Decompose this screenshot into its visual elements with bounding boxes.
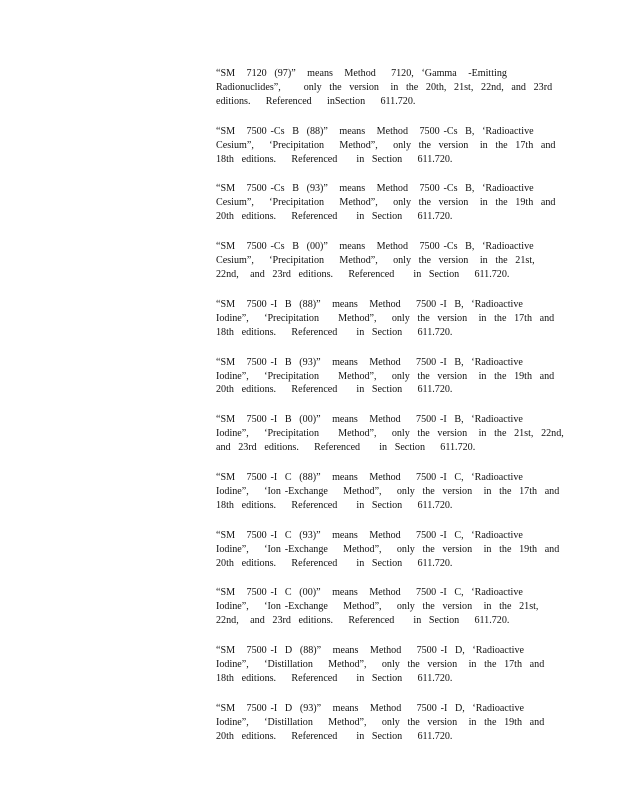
definition-line: Cesium”, ‘Precipitation Method”, only the version in the 21st,: [216, 255, 535, 267]
definition-line: 22nd, and 23rd editions. Referenced in Section 611.720.: [216, 615, 510, 627]
definition-line: Cesium”, ‘Precipitation Method”, only the version in the 19th and: [216, 197, 556, 209]
definition-sm-7120-97: [216, 67, 553, 109]
definition-line: Iodine”, ‘Precipitation Method”, only the version in the 21st, 22nd,: [216, 428, 564, 440]
definitions-list: [216, 67, 564, 760]
definition-line: Iodine”, ‘Precipitation Method”, only the version in the 17th and: [216, 312, 555, 324]
definition-sm-7500-i-c-93: [216, 529, 560, 571]
definition-sm-7500-i-b-88: [216, 298, 555, 340]
definition-line: Iodine”, ‘Ion -Exchange Method”, only the version in the 17th and: [216, 485, 560, 497]
definition-line: Iodine”, ‘Distillation Method”, only the version in the 19th and: [216, 716, 545, 728]
definition-line: “SM 7500 -Cs B (88)” means Method 7500 -Cs B, ‘Radioactive: [216, 125, 534, 137]
definition-line: 20th editions. Referenced in Section 611.720.: [216, 730, 453, 742]
definition-sm-7500-cs-b-88: [216, 125, 556, 167]
definition-line: “SM 7500 -I D (88)” means Method 7500 -I D, ‘Radioactive: [216, 645, 524, 657]
definition-line: 18th editions. Referenced in Section 611.720.: [216, 153, 453, 165]
definition-line: “SM 7500 -Cs B (93)” means Method 7500 -Cs B, ‘Radioactive: [216, 183, 534, 195]
definition-line: Iodine”, ‘Distillation Method”, only the version in the 17th and: [216, 659, 545, 671]
definition-sm-7500-i-b-93: [216, 356, 555, 398]
definition-line: 18th editions. Referenced in Section 611.720.: [216, 673, 453, 684]
definition-line: Cesium”, ‘Precipitation Method”, only the version in the 17th and: [216, 139, 556, 151]
definition-line: and 23rd editions. Referenced in Section 611.720.: [216, 442, 476, 454]
definition-sm-7500-i-c-00: [216, 586, 541, 628]
definition-line: “SM 7500 -I B (88)” means Method 7500 -I B, ‘Radioactive: [216, 298, 523, 310]
definition-line: “SM 7500 -I C (93)” means Method 7500 -I C, ‘Radioactive: [216, 529, 523, 541]
definition-line: Iodine”, ‘Ion -Exchange Method”, only the version in the 19th and: [216, 543, 560, 555]
definition-line: 18th editions. Referenced in Section 611.720.: [216, 326, 453, 338]
definition-line: “SM 7500 -Cs B (00)” means Method 7500 -Cs B, ‘Radioactive: [216, 241, 534, 253]
definition-line: Iodine”, ‘Ion -Exchange Method”, only the version in the 21st,: [216, 601, 539, 613]
definition-sm-7500-i-b-00: [216, 413, 564, 455]
definition-line: “SM 7500 -I C (88)” means Method 7500 -I C, ‘Radioactive: [216, 472, 523, 484]
definition-line: “SM 7500 -I D (93)” means Method 7500 -I D, ‘Radioactive: [216, 702, 524, 714]
definition-line: editions. Referenced inSection 611.720.: [216, 95, 416, 107]
definition-sm-7500-i-d-93: [216, 702, 545, 744]
definition-sm-7500-i-d-88: [216, 644, 545, 686]
definition-line: Iodine”, ‘Precipitation Method”, only the version in the 19th and: [216, 370, 555, 382]
definition-line: 18th editions. Referenced in Section 611.720.: [216, 499, 453, 511]
definition-line: “SM 7120 (97)” means Method 7120, ‘Gamma -Emitting: [216, 68, 507, 79]
definition-line: “SM 7500 -I B (93)” means Method 7500 -I B, ‘Radioactive: [216, 356, 523, 368]
definition-line: 22nd, and 23rd editions. Referenced in Section 611.720.: [216, 268, 510, 280]
definition-line: “SM 7500 -I B (00)” means Method 7500 -I B, ‘Radioactive: [216, 414, 523, 426]
definition-sm-7500-i-c-88: [216, 471, 560, 513]
definition-sm-7500-cs-b-00: [216, 240, 541, 282]
definition-line: “SM 7500 -I C (00)” means Method 7500 -I C, ‘Radioactive: [216, 587, 523, 599]
definition-line: 20th editions. Referenced in Section 611.720.: [216, 211, 453, 223]
definition-line: 20th editions. Referenced in Section 611.720.: [216, 384, 453, 396]
definition-sm-7500-cs-b-93: [216, 182, 556, 224]
definition-line: Radionuclides”, only the version in the 20th, 21st, 22nd, and 23rd: [216, 81, 553, 93]
definition-line: 20th editions. Referenced in Section 611.720.: [216, 557, 453, 569]
